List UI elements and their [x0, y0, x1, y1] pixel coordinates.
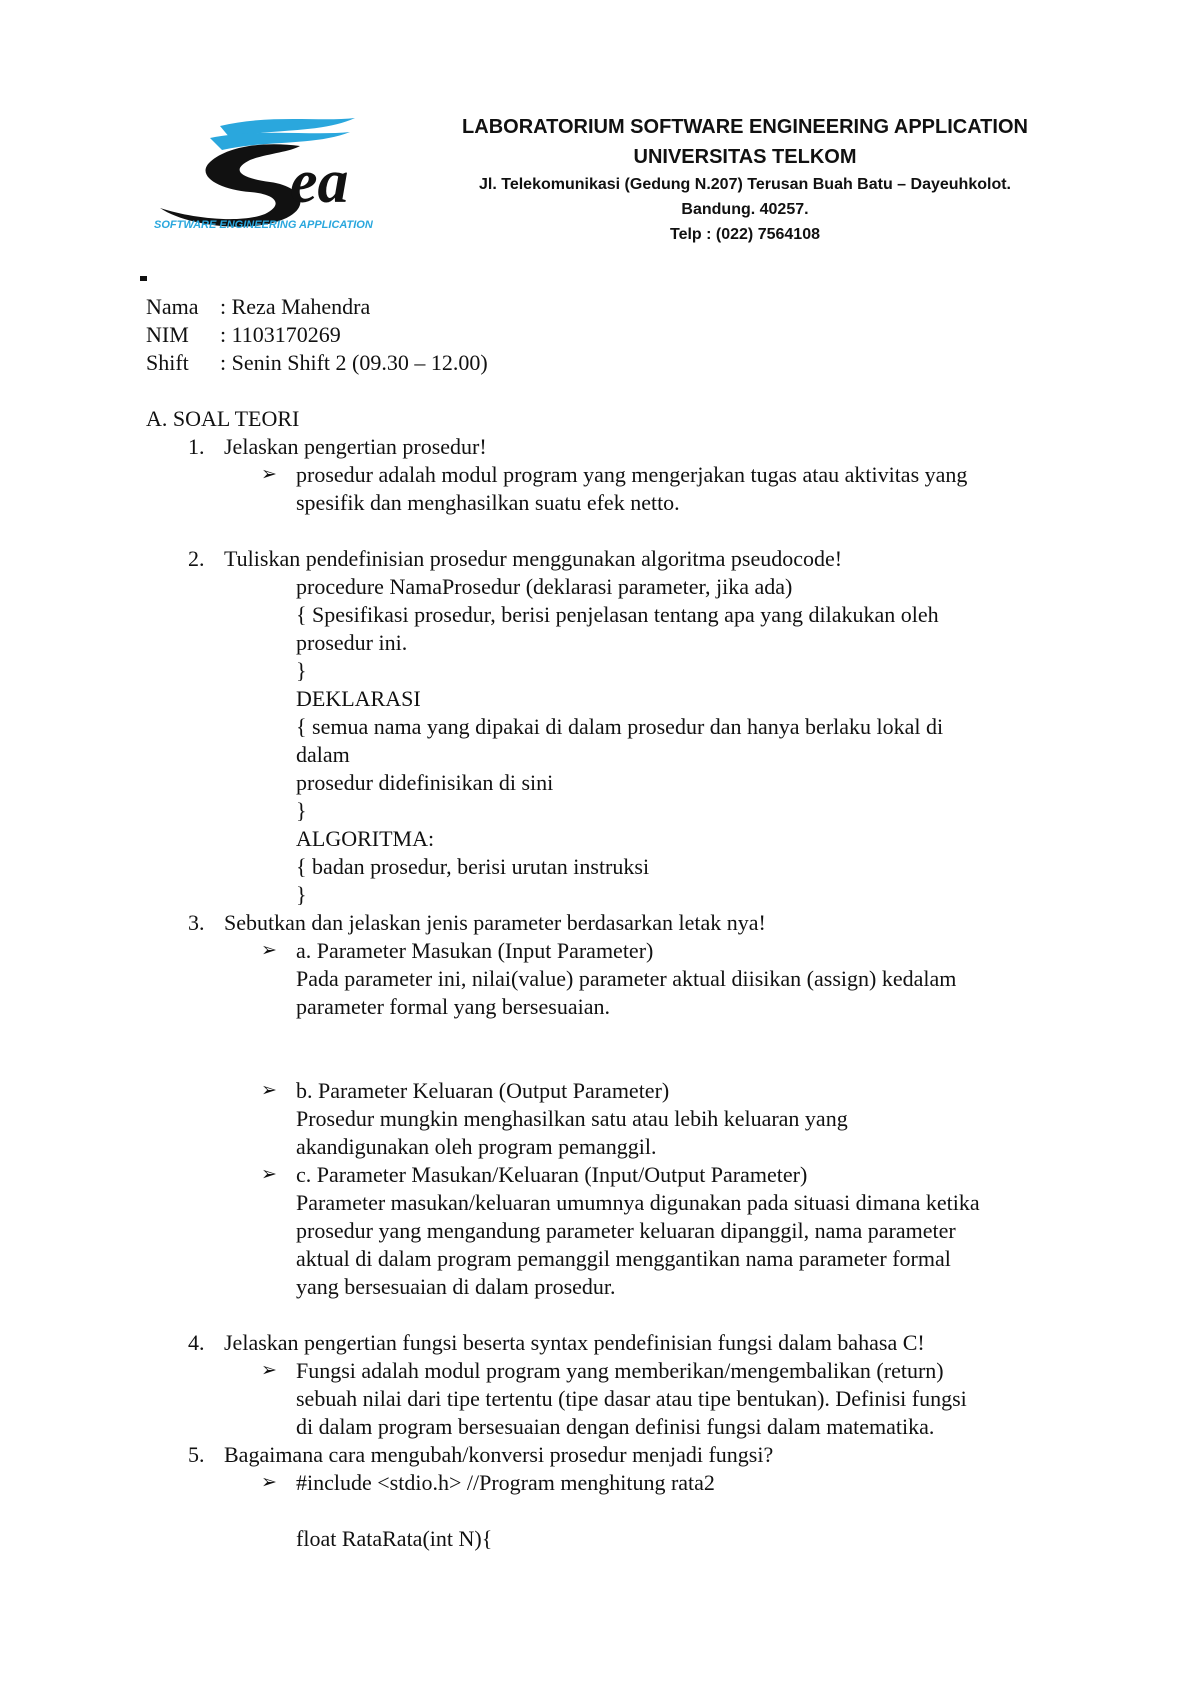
city: Bandung. 40257.: [681, 201, 809, 218]
param-c-desc: prosedur yang mengandung parameter keluaran dipanggil, nama parameter: [296, 1218, 956, 1243]
pseudocode-line: procedure NamaProsedur (deklarasi parameter, jika ada): [296, 574, 793, 599]
answer-1-line: spesifik dan menghasilkan suatu efek netto.: [296, 490, 680, 515]
sea-logo: [150, 112, 430, 242]
lab-header: [430, 112, 1060, 247]
lab-name: LABORATORIUM SOFTWARE ENGINEERING APPLICATION: [462, 116, 1028, 138]
code-line: ➢ #include <stdio.h> //Program menghitung rata2: [261, 1470, 715, 1495]
identity-nim: NIM : 1103170269: [146, 322, 341, 347]
param-b-title: ➢ b. Parameter Keluaran (Output Parameter): [261, 1078, 670, 1103]
param-c-title: ➢ c. Parameter Masukan/Keluaran (Input/Output Parameter): [261, 1162, 808, 1187]
param-a-desc: parameter formal yang bersesuaian.: [296, 994, 610, 1019]
pseudocode-line: ALGORITMA:: [296, 826, 435, 851]
answer-4-line: sebuah nilai dari tipe tertentu (tipe dasar atau tipe bentukan). Definisi fungsi: [296, 1386, 967, 1411]
answer-1-line: ➢ prosedur adalah modul program yang mengerjakan tugas atau aktivitas yang: [261, 462, 968, 487]
pseudocode-line: }: [296, 658, 307, 683]
question-5: 5. Bagaimana cara mengubah/konversi prosedur menjadi fungsi?: [188, 1442, 774, 1467]
param-a-title: ➢ a. Parameter Masukan (Input Parameter): [261, 938, 654, 963]
answer-4-line: di dalam program bersesuaian dengan definisi fungsi dalam matematika.: [296, 1414, 935, 1439]
param-c-desc: aktual di dalam program pemanggil menggantikan nama parameter formal: [296, 1246, 951, 1271]
arrow-bullet-icon: ➢: [261, 1360, 277, 1381]
identity-shift: Shift : Senin Shift 2 (09.30 – 12.00): [146, 350, 488, 375]
question-1: 1. Jelaskan pengertian prosedur!: [188, 434, 487, 459]
arrow-bullet-icon: ➢: [261, 464, 277, 485]
arrow-bullet-icon: ➢: [261, 1164, 277, 1185]
param-c-desc: yang bersesuaian di dalam prosedur.: [296, 1274, 616, 1299]
pseudocode-line: prosedur ini.: [296, 630, 408, 655]
small-square-mark: [140, 276, 147, 281]
phone: Telp : (022) 7564108: [669, 226, 820, 243]
svg-text:SOFTWARE ENGINEERING APPLICATI: SOFTWARE ENGINEERING APPLICATION: [154, 219, 373, 231]
answer-4-line: ➢ Fungsi adalah modul program yang memberikan/mengembalikan (return): [261, 1358, 944, 1383]
param-b-desc: Prosedur mungkin menghasilkan satu atau lebih keluaran yang: [296, 1106, 848, 1131]
section-title: A. SOAL TEORI: [146, 406, 300, 431]
pseudocode-line: dalam: [296, 742, 350, 767]
identity-nama: Nama : Reza Mahendra: [146, 294, 371, 319]
question-4: 4. Jelaskan pengertian fungsi beserta syntax pendefinisian fungsi dalam bahasa C!: [188, 1330, 925, 1355]
pseudocode-line: }: [296, 798, 307, 823]
address: Jl. Telekomunikasi (Gedung N.207) Terusan Buah Batu – Dayeuhkolot.: [479, 176, 1011, 193]
question-3: 3. Sebutkan dan jelaskan jenis parameter berdasarkan letak nya!: [188, 910, 766, 935]
question-2: 2. Tuliskan pendefinisian prosedur menggunakan algoritma pseudocode!: [188, 546, 843, 571]
param-c-desc: Parameter masukan/keluaran umumnya digunakan pada situasi dimana ketika: [296, 1190, 980, 1215]
pseudocode-line: { badan prosedur, berisi urutan instruksi: [296, 854, 650, 879]
pseudocode-line: DEKLARASI: [296, 686, 421, 711]
university-name: UNIVERSITAS TELKOM: [633, 146, 857, 168]
param-a-desc: Pada parameter ini, nilai(value) parameter aktual diisikan (assign) kedalam: [296, 966, 957, 991]
pseudocode-line: { semua nama yang dipakai di dalam prosedur dan hanya berlaku lokal di: [296, 714, 944, 739]
param-b-desc: akandigunakan oleh program pemanggil.: [296, 1134, 657, 1159]
code-line: float RataRata(int N){: [296, 1526, 493, 1551]
arrow-bullet-icon: ➢: [261, 1472, 277, 1493]
document-body: [146, 293, 1076, 1553]
pseudocode-line: prosedur didefinisikan di sini: [296, 770, 554, 795]
pseudocode-line: }: [296, 882, 307, 907]
arrow-bullet-icon: ➢: [261, 940, 277, 961]
pseudocode-line: { Spesifikasi prosedur, berisi penjelasan tentang apa yang dilakukan oleh: [296, 602, 939, 627]
arrow-bullet-icon: ➢: [261, 1080, 277, 1101]
svg-text:ea: ea: [290, 148, 349, 216]
